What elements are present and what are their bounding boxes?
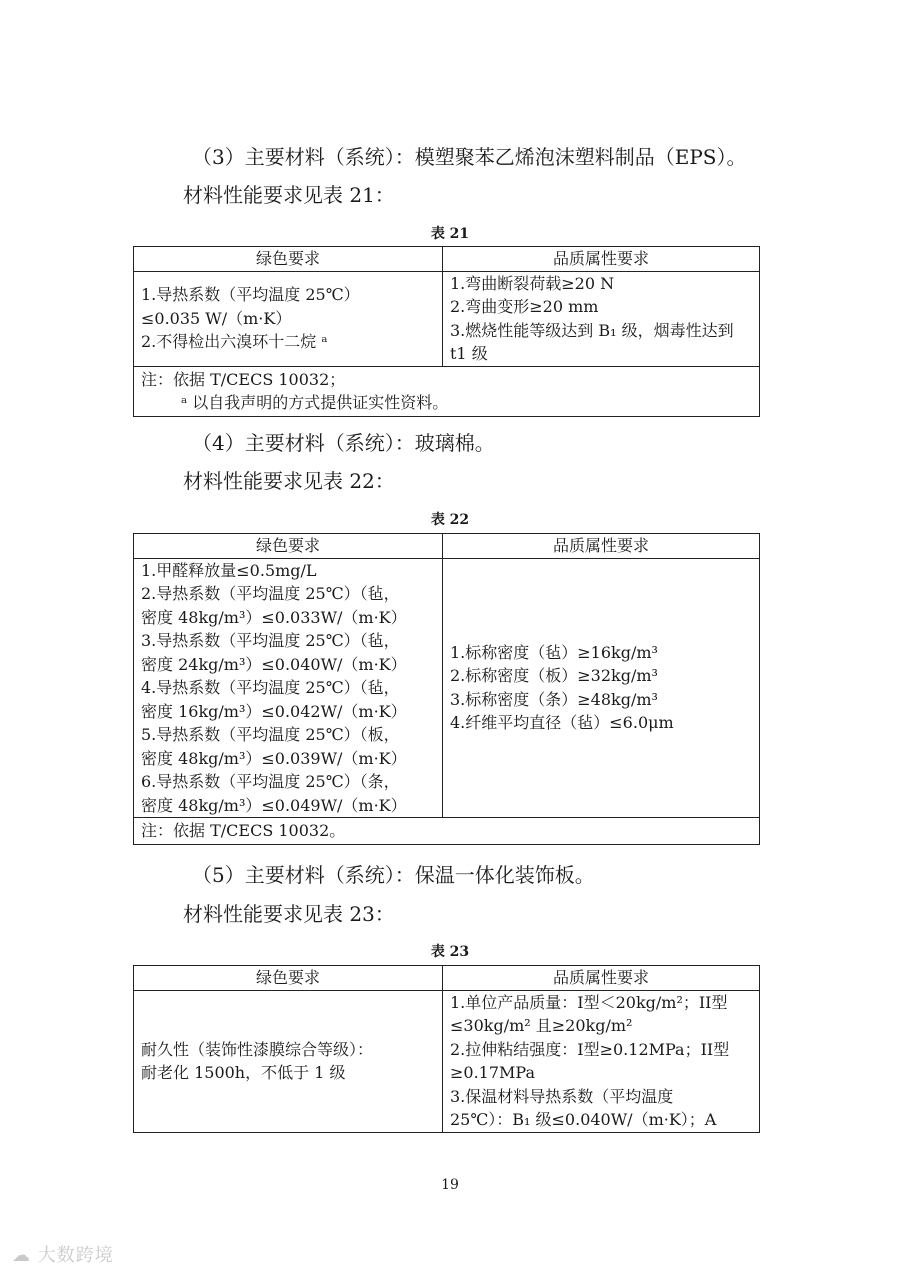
col-header-green: 绿色要求: [134, 247, 443, 272]
watermark-logo-icon: ☁: [12, 1245, 31, 1266]
table-row: [134, 990, 760, 1132]
green-line: 密度 24kg/m³）≤0.040W/（m·K）: [141, 654, 407, 674]
green-line: ≤0.035 W/（m·K）: [141, 308, 292, 328]
quality-line: 3.保温材料导热系数（平均温度: [450, 1086, 674, 1106]
quality-line: ≥0.17MPa: [450, 1063, 535, 1082]
table-23-caption: 表 23: [430, 944, 470, 960]
quality-line: 1.弯曲断裂荷载≥20 N: [450, 273, 615, 293]
note-line: ᵃ 以自我声明的方式提供证实性资料。: [181, 393, 449, 412]
green-line: 4.导热系数（平均温度 25℃）（毡，: [141, 678, 400, 697]
col-header-quality: 品质属性要求: [443, 534, 760, 559]
table-21-caption: 表 21: [430, 226, 470, 242]
note-line: 注：依据 T/CECS 10032；: [141, 369, 346, 389]
table-note: [134, 818, 760, 845]
quality-line: ≤30kg/m² 且≥20kg/m²: [450, 1016, 633, 1035]
note-line: 注：依据 T/CECS 10032。: [141, 821, 346, 840]
green-line: 3.导热系数（平均温度 25℃）（毡，: [141, 631, 400, 650]
green-line: 6.导热系数（平均温度 25℃）（条，: [141, 772, 400, 791]
green-line: 密度 16kg/m³）≤0.042W/（m·K）: [141, 701, 407, 721]
table-row: [134, 271, 760, 366]
quality-line: 2.弯曲变形≥20 mm: [450, 297, 599, 316]
table-22-caption: 表 22: [430, 512, 470, 528]
quality-line: t1 级: [450, 344, 488, 363]
quality-line: 2.标称密度（板）≥32kg/m³: [450, 666, 658, 686]
section-4-heading: （4）主要材料（系统）：玻璃棉。: [192, 431, 495, 455]
col-header-green: 绿色要求: [134, 966, 443, 991]
table-header-row: [134, 966, 760, 991]
table-row: [134, 558, 760, 818]
green-line: 2.导热系数（平均温度 25℃）（毡，: [141, 584, 400, 603]
quality-line: 1.单位产品质量：I型＜20kg/m²；II型: [450, 992, 728, 1012]
green-line: 密度 48kg/m³）≤0.039W/（m·K）: [141, 748, 407, 768]
watermark-text: 大数跨境: [37, 1245, 114, 1266]
section-3-intro: 材料性能要求见表 21：: [183, 183, 395, 207]
table-23: [133, 965, 760, 1133]
col-header-green: 绿色要求: [134, 534, 443, 559]
table-21: [133, 246, 760, 417]
section-5-heading: （5）主要材料（系统）：保温一体化装饰板。: [192, 863, 595, 887]
page-number: 19: [441, 1177, 459, 1193]
green-line: 1.甲醛释放量≤0.5mg/L: [141, 560, 317, 580]
green-line: 2.不得检出六溴环十二烷 ᵃ: [141, 332, 328, 352]
quality-requirements-cell: [443, 558, 760, 818]
green-line: 耐久性（装饰性漆膜综合等级）：: [141, 1039, 374, 1059]
table-header-row: [134, 247, 760, 272]
table-22: [133, 533, 760, 845]
col-header-quality: 品质属性要求: [443, 966, 760, 991]
green-line: 5.导热系数（平均温度 25℃）（板，: [141, 725, 400, 744]
quality-line: 2.拉伸粘结强度：I型≥0.12MPa；II型: [450, 1039, 730, 1059]
quality-requirements-cell: [443, 990, 760, 1132]
green-line: 密度 48kg/m³）≤0.033W/（m·K）: [141, 607, 407, 627]
quality-line: 3.标称密度（条）≥48kg/m³: [450, 689, 658, 709]
quality-line: 25℃）：B₁ 级≤0.040W/（m·K）；A: [450, 1110, 717, 1129]
watermark: [12, 1241, 114, 1267]
green-line: 密度 48kg/m³）≤0.049W/（m·K）: [141, 795, 407, 815]
section-5-intro: 材料性能要求见表 23：: [183, 902, 395, 926]
green-line: 1.导热系数（平均温度 25℃）: [141, 285, 360, 305]
table-note-row: [134, 818, 760, 845]
section-3-heading: （3）主要材料（系统）：模塑聚苯乙烯泡沫塑料制品（EPS）。: [192, 145, 747, 169]
quality-line: 3.燃烧性能等级达到 B₁ 级，烟毒性达到: [450, 320, 734, 340]
green-requirements-cell: [134, 558, 443, 818]
green-requirements-cell: [134, 990, 443, 1132]
section-4-intro: 材料性能要求见表 22：: [183, 469, 395, 493]
quality-line: 1.标称密度（毡）≥16kg/m³: [450, 642, 658, 662]
quality-requirements-cell: [443, 271, 760, 366]
col-header-quality: 品质属性要求: [443, 247, 760, 272]
quality-line: 4.纤维平均直径（毡）≤6.0μm: [450, 713, 674, 733]
table-note-row: [134, 366, 760, 416]
table-note: [134, 366, 760, 416]
table-header-row: [134, 534, 760, 559]
green-requirements-cell: [134, 271, 443, 366]
green-line: 耐老化 1500h，不低于 1 级: [141, 1063, 346, 1082]
